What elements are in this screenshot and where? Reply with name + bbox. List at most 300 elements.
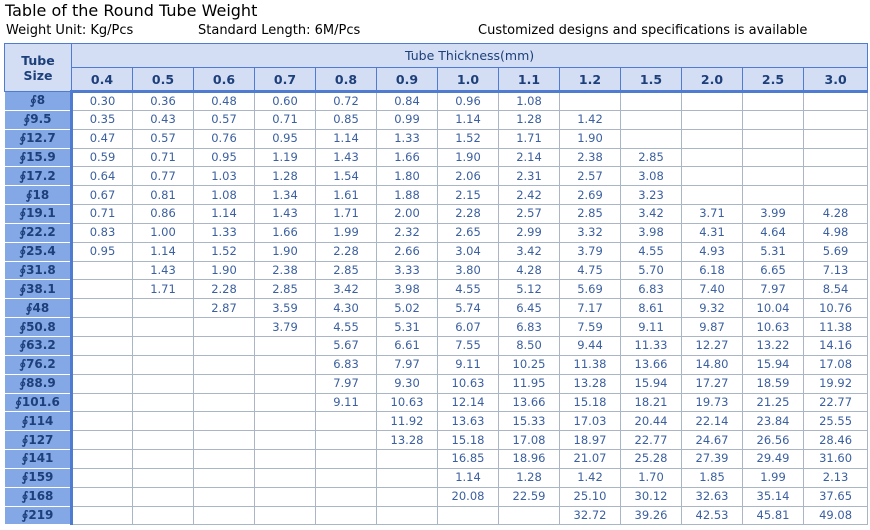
weight-cell: 1.71 (316, 205, 377, 224)
weight-cell: 0.30 (72, 92, 133, 111)
weight-cell: 3.79 (255, 318, 316, 337)
table-row (5, 374, 868, 393)
weight-cell: 3.98 (621, 223, 682, 242)
weight-cell (804, 110, 868, 129)
weight-cell (621, 129, 682, 148)
weight-cell: 9.11 (316, 393, 377, 412)
weight-cell: 19.92 (804, 374, 868, 393)
weight-cell: 14.16 (804, 336, 868, 355)
weight-cell: 3.04 (438, 242, 499, 261)
weight-cell (438, 506, 499, 525)
weight-cell (72, 431, 133, 450)
weight-cell: 1.99 (743, 468, 804, 487)
weight-cell: 11.38 (804, 318, 868, 337)
weight-cell (194, 450, 255, 469)
weight-cell: 3.98 (377, 280, 438, 299)
weight-cell (133, 431, 194, 450)
weight-cell (255, 468, 316, 487)
weight-cell (804, 92, 868, 111)
weight-cell (255, 374, 316, 393)
weight-cell: 1.52 (438, 129, 499, 148)
weight-cell: 4.55 (316, 318, 377, 337)
weight-cell: 0.72 (316, 92, 377, 111)
weight-cell: 9.30 (377, 374, 438, 393)
weight-cell: 17.27 (682, 374, 743, 393)
weight-cell (316, 468, 377, 487)
table-row (5, 110, 868, 129)
weight-cell (682, 129, 743, 148)
tube-size-cell: ∮19.1 (5, 205, 72, 224)
weight-cell (72, 450, 133, 469)
weight-cell: 4.55 (438, 280, 499, 299)
table-row (5, 431, 868, 450)
weight-cell (133, 355, 194, 374)
weight-cell: 2.28 (316, 242, 377, 261)
weight-cell (255, 393, 316, 412)
tube-size-cell: ∮15.9 (5, 148, 72, 167)
weight-cell: 0.57 (194, 110, 255, 129)
weight-cell: 13.66 (499, 393, 560, 412)
thickness-header-cell: 0.6 (194, 68, 255, 92)
weight-cell: 20.44 (621, 412, 682, 431)
weight-cell: 45.81 (743, 506, 804, 525)
weight-cell: 2.13 (804, 468, 868, 487)
weight-cell: 18.97 (560, 431, 621, 450)
weight-cell (133, 374, 194, 393)
tube-size-cell: ∮31.8 (5, 261, 72, 280)
thickness-header-cell: 2.5 (743, 68, 804, 92)
weight-cell: 15.94 (621, 374, 682, 393)
weight-cell: 2.85 (316, 261, 377, 280)
weight-cell: 2.85 (255, 280, 316, 299)
weight-cell (255, 412, 316, 431)
table-row (5, 355, 868, 374)
weight-cell: 2.57 (499, 205, 560, 224)
weight-cell: 2.66 (377, 242, 438, 261)
weight-cell: 19.73 (682, 393, 743, 412)
weight-cell (133, 506, 194, 525)
weight-cell: 31.60 (804, 450, 868, 469)
weight-cell: 9.32 (682, 299, 743, 318)
weight-cell (255, 336, 316, 355)
weight-cell (743, 110, 804, 129)
tube-size-cell: ∮159 (5, 468, 72, 487)
weight-cell: 1.90 (255, 242, 316, 261)
weight-cell: 39.26 (621, 506, 682, 525)
weight-cell: 2.69 (560, 186, 621, 205)
weight-cell: 14.80 (682, 355, 743, 374)
weight-cell: 2.87 (194, 299, 255, 318)
weight-cell (133, 450, 194, 469)
weight-cell: 1.88 (377, 186, 438, 205)
weight-cell: 3.42 (499, 242, 560, 261)
weight-cell: 30.12 (621, 487, 682, 506)
tube-size-cell: ∮8 (5, 92, 72, 111)
weight-cell: 0.85 (316, 110, 377, 129)
weight-cell: 4.28 (499, 261, 560, 280)
weight-cell: 2.42 (499, 186, 560, 205)
weight-cell (743, 167, 804, 186)
weight-cell: 11.95 (499, 374, 560, 393)
weight-cell: 15.18 (438, 431, 499, 450)
weight-cell (316, 450, 377, 469)
thickness-header-row (5, 68, 868, 92)
thickness-header-cell: 0.5 (133, 68, 194, 92)
weight-cell: 15.94 (743, 355, 804, 374)
weight-cell: 1.28 (499, 468, 560, 487)
tube-size-cell: ∮22.2 (5, 223, 72, 242)
weight-cell: 18.59 (743, 374, 804, 393)
weight-cell: 7.59 (560, 318, 621, 337)
weight-cell: 3.42 (621, 205, 682, 224)
weight-cell (194, 412, 255, 431)
weight-cell: 0.95 (72, 242, 133, 261)
weight-cell: 6.65 (743, 261, 804, 280)
weight-cell: 3.23 (621, 186, 682, 205)
thickness-header-cell: 0.7 (255, 68, 316, 92)
weight-cell (621, 110, 682, 129)
weight-cell: 1.80 (377, 167, 438, 186)
weight-cell (682, 167, 743, 186)
page-title: Table of the Round Tube Weight (5, 1, 258, 20)
weight-cell (560, 92, 621, 111)
tube-size-cell: ∮76.2 (5, 355, 72, 374)
weight-cell: 10.76 (804, 299, 868, 318)
weight-cell: 0.81 (133, 186, 194, 205)
weight-cell (316, 487, 377, 506)
weight-cell: 4.75 (560, 261, 621, 280)
weight-cell: 32.63 (682, 487, 743, 506)
weight-cell (255, 487, 316, 506)
weight-cell: 0.67 (72, 186, 133, 205)
weight-cell: 2.65 (438, 223, 499, 242)
weight-cell: 12.14 (438, 393, 499, 412)
weight-cell (499, 506, 560, 525)
weight-cell: 1.99 (316, 223, 377, 242)
weight-cell: 24.67 (682, 431, 743, 450)
tube-size-cell: ∮127 (5, 431, 72, 450)
weight-cell: 1.33 (194, 223, 255, 242)
weight-cell (194, 431, 255, 450)
weight-cell: 11.38 (560, 355, 621, 374)
weight-cell: 18.21 (621, 393, 682, 412)
weight-cell: 23.84 (743, 412, 804, 431)
weight-cell: 5.70 (621, 261, 682, 280)
weight-cell: 1.28 (499, 110, 560, 129)
weight-cell: 0.59 (72, 148, 133, 167)
weight-cell: 1.43 (255, 205, 316, 224)
thickness-header-cell: 2.0 (682, 68, 743, 92)
weight-cell: 0.95 (255, 129, 316, 148)
weight-cell: 9.87 (682, 318, 743, 337)
weight-cell: 3.08 (621, 167, 682, 186)
weight-cell: 28.46 (804, 431, 868, 450)
weight-cell: 1.70 (621, 468, 682, 487)
tube-size-cell: ∮101.6 (5, 393, 72, 412)
weight-cell: 3.42 (316, 280, 377, 299)
weight-cell: 1.14 (316, 129, 377, 148)
weight-cell: 0.57 (133, 129, 194, 148)
weight-cell: 7.40 (682, 280, 743, 299)
weight-cell: 9.11 (438, 355, 499, 374)
weight-cell: 2.06 (438, 167, 499, 186)
table-row (5, 205, 868, 224)
weight-cell: 0.83 (72, 223, 133, 242)
weight-cell (194, 506, 255, 525)
weight-cell: 10.63 (743, 318, 804, 337)
table-row (5, 261, 868, 280)
weight-cell (682, 110, 743, 129)
weight-cell: 0.84 (377, 92, 438, 111)
table-row (5, 92, 868, 111)
customized-note: Customized designs and specifications is available (478, 23, 808, 38)
weight-cell (133, 487, 194, 506)
weight-cell: 0.76 (194, 129, 255, 148)
weight-cell: 29.49 (743, 450, 804, 469)
tube-thickness-header: Tube Thickness(mm) (72, 44, 868, 68)
weight-cell: 4.64 (743, 223, 804, 242)
weight-cell (682, 92, 743, 111)
weight-cell (255, 450, 316, 469)
thickness-header-cell: 0.8 (316, 68, 377, 92)
weight-cell (194, 355, 255, 374)
weight-cell (316, 506, 377, 525)
weight-cell: 2.85 (560, 205, 621, 224)
weight-cell (316, 431, 377, 450)
weight-cell: 6.07 (438, 318, 499, 337)
weight-cell: 0.47 (72, 129, 133, 148)
weight-cell (194, 374, 255, 393)
thickness-header-cell: 0.4 (72, 68, 133, 92)
tube-size-header-line2: Size (23, 67, 53, 83)
weight-cell: 2.28 (438, 205, 499, 224)
weight-cell: 26.56 (743, 431, 804, 450)
weight-cell: 8.61 (621, 299, 682, 318)
weight-cell: 42.53 (682, 506, 743, 525)
weight-cell: 9.11 (621, 318, 682, 337)
weight-cell: 5.12 (499, 280, 560, 299)
weight-cell: 1.43 (133, 261, 194, 280)
weight-cell: 1.19 (255, 148, 316, 167)
weight-cell: 22.77 (621, 431, 682, 450)
weight-cell: 7.17 (560, 299, 621, 318)
thickness-header-cell: 1.0 (438, 68, 499, 92)
weight-cell (72, 261, 133, 280)
weight-cell: 0.71 (72, 205, 133, 224)
table-row (5, 318, 868, 337)
weight-cell: 0.36 (133, 92, 194, 111)
weight-cell: 6.83 (499, 318, 560, 337)
table-row (5, 280, 868, 299)
weight-cell (72, 280, 133, 299)
weight-cell (804, 167, 868, 186)
weight-unit-label: Weight Unit: Kg/Pcs (6, 23, 134, 38)
tube-size-cell: ∮17.2 (5, 167, 72, 186)
weight-cell: 10.25 (499, 355, 560, 374)
weight-cell: 4.30 (316, 299, 377, 318)
weight-cell: 1.14 (438, 110, 499, 129)
weight-cell (194, 487, 255, 506)
weight-cell: 25.55 (804, 412, 868, 431)
weight-cell: 3.71 (682, 205, 743, 224)
weight-cell (133, 468, 194, 487)
weight-cell (255, 506, 316, 525)
weight-cell: 1.08 (499, 92, 560, 111)
weight-cell: 2.57 (560, 167, 621, 186)
weight-cell: 11.92 (377, 412, 438, 431)
weight-cell: 4.98 (804, 223, 868, 242)
weight-cell: 32.72 (560, 506, 621, 525)
weight-cell: 0.71 (255, 110, 316, 129)
weight-cell: 16.85 (438, 450, 499, 469)
tube-size-cell: ∮114 (5, 412, 72, 431)
weight-cell: 22.77 (804, 393, 868, 412)
tube-size-cell: ∮18 (5, 186, 72, 205)
weight-cell (804, 186, 868, 205)
weight-cell: 2.32 (377, 223, 438, 242)
table-row (5, 336, 868, 355)
weight-cell: 5.31 (743, 242, 804, 261)
weight-cell (804, 148, 868, 167)
weight-cell: 1.03 (194, 167, 255, 186)
weight-cell: 1.90 (194, 261, 255, 280)
weight-cell (682, 186, 743, 205)
weight-cell: 49.08 (804, 506, 868, 525)
table-row (5, 186, 868, 205)
weight-cell: 3.33 (377, 261, 438, 280)
weight-cell: 2.00 (377, 205, 438, 224)
weight-cell: 1.14 (194, 205, 255, 224)
tube-size-cell: ∮25.4 (5, 242, 72, 261)
weight-cell: 2.99 (499, 223, 560, 242)
table-row (5, 412, 868, 431)
weight-cell (133, 393, 194, 412)
weight-cell: 7.13 (804, 261, 868, 280)
weight-cell: 0.48 (194, 92, 255, 111)
tube-size-cell: ∮12.7 (5, 129, 72, 148)
weight-cell: 5.69 (560, 280, 621, 299)
weight-cell: 5.02 (377, 299, 438, 318)
weight-cell: 13.28 (377, 431, 438, 450)
tube-size-cell: ∮168 (5, 487, 72, 506)
weight-cell (133, 412, 194, 431)
weight-cell: 20.08 (438, 487, 499, 506)
table-row (5, 129, 868, 148)
standard-length-label: Standard Length: 6M/Pcs (198, 23, 361, 38)
weight-cell: 0.64 (72, 167, 133, 186)
weight-cell: 18.96 (499, 450, 560, 469)
weight-cell (255, 355, 316, 374)
weight-cell (621, 92, 682, 111)
weight-cell (194, 336, 255, 355)
weight-cell: 15.33 (499, 412, 560, 431)
weight-cell: 1.52 (194, 242, 255, 261)
table-row (5, 148, 868, 167)
weight-cell (743, 129, 804, 148)
weight-cell: 2.28 (194, 280, 255, 299)
weight-cell: 2.38 (560, 148, 621, 167)
weight-cell: 7.97 (316, 374, 377, 393)
thickness-header-cell: 3.0 (804, 68, 868, 92)
weight-cell: 13.63 (438, 412, 499, 431)
weight-cell: 7.97 (743, 280, 804, 299)
weight-cell: 1.66 (377, 148, 438, 167)
weight-cell: 2.85 (621, 148, 682, 167)
table-row (5, 242, 868, 261)
weight-cell: 1.28 (255, 167, 316, 186)
weight-cell (72, 299, 133, 318)
weight-cell: 1.90 (560, 129, 621, 148)
weight-cell: 13.66 (621, 355, 682, 374)
weight-cell: 1.85 (682, 468, 743, 487)
weight-cell: 1.08 (194, 186, 255, 205)
weight-cell: 0.35 (72, 110, 133, 129)
weight-cell: 8.50 (499, 336, 560, 355)
table-row (5, 223, 868, 242)
weight-cell (316, 412, 377, 431)
weight-cell: 13.28 (560, 374, 621, 393)
weight-cell: 1.33 (377, 129, 438, 148)
weight-cell: 17.03 (560, 412, 621, 431)
weight-cell (255, 431, 316, 450)
tube-size-cell: ∮219 (5, 506, 72, 525)
weight-cell: 25.28 (621, 450, 682, 469)
weight-cell: 3.32 (560, 223, 621, 242)
weight-cell: 1.00 (133, 223, 194, 242)
weight-cell: 22.14 (682, 412, 743, 431)
weight-cell (72, 506, 133, 525)
weight-cell: 5.74 (438, 299, 499, 318)
weight-cell: 9.44 (560, 336, 621, 355)
weight-cell: 6.18 (682, 261, 743, 280)
weight-cell: 2.38 (255, 261, 316, 280)
tube-size-cell: ∮141 (5, 450, 72, 469)
weight-cell: 3.99 (743, 205, 804, 224)
tube-size-header-line1: Tube (21, 52, 55, 68)
weight-cell (377, 506, 438, 525)
weight-cell: 1.54 (316, 167, 377, 186)
weight-cell: 11.33 (621, 336, 682, 355)
weight-cell: 17.08 (804, 355, 868, 374)
table-row (5, 299, 868, 318)
weight-cell (743, 92, 804, 111)
weight-cell: 1.43 (316, 148, 377, 167)
weight-cell: 0.95 (194, 148, 255, 167)
weight-cell: 6.83 (621, 280, 682, 299)
weight-cell: 7.97 (377, 355, 438, 374)
tube-size-cell: ∮50.8 (5, 318, 72, 337)
weight-cell: 3.79 (560, 242, 621, 261)
weight-cell (743, 186, 804, 205)
weight-cell: 4.31 (682, 223, 743, 242)
weight-cell: 0.43 (133, 110, 194, 129)
table-body (5, 92, 868, 525)
weight-cell (72, 468, 133, 487)
weight-cell (804, 129, 868, 148)
thickness-header-cell: 0.9 (377, 68, 438, 92)
weight-cell: 21.25 (743, 393, 804, 412)
weight-cell: 6.83 (316, 355, 377, 374)
weight-cell (133, 336, 194, 355)
weight-cell: 35.14 (743, 487, 804, 506)
weight-cell: 1.42 (560, 468, 621, 487)
tube-size-cell: ∮38.1 (5, 280, 72, 299)
weight-cell (743, 148, 804, 167)
thickness-header-cell: 1.5 (621, 68, 682, 92)
tube-size-cell: ∮9.5 (5, 110, 72, 129)
table-row (5, 450, 868, 469)
tube-weight-table (4, 43, 868, 525)
